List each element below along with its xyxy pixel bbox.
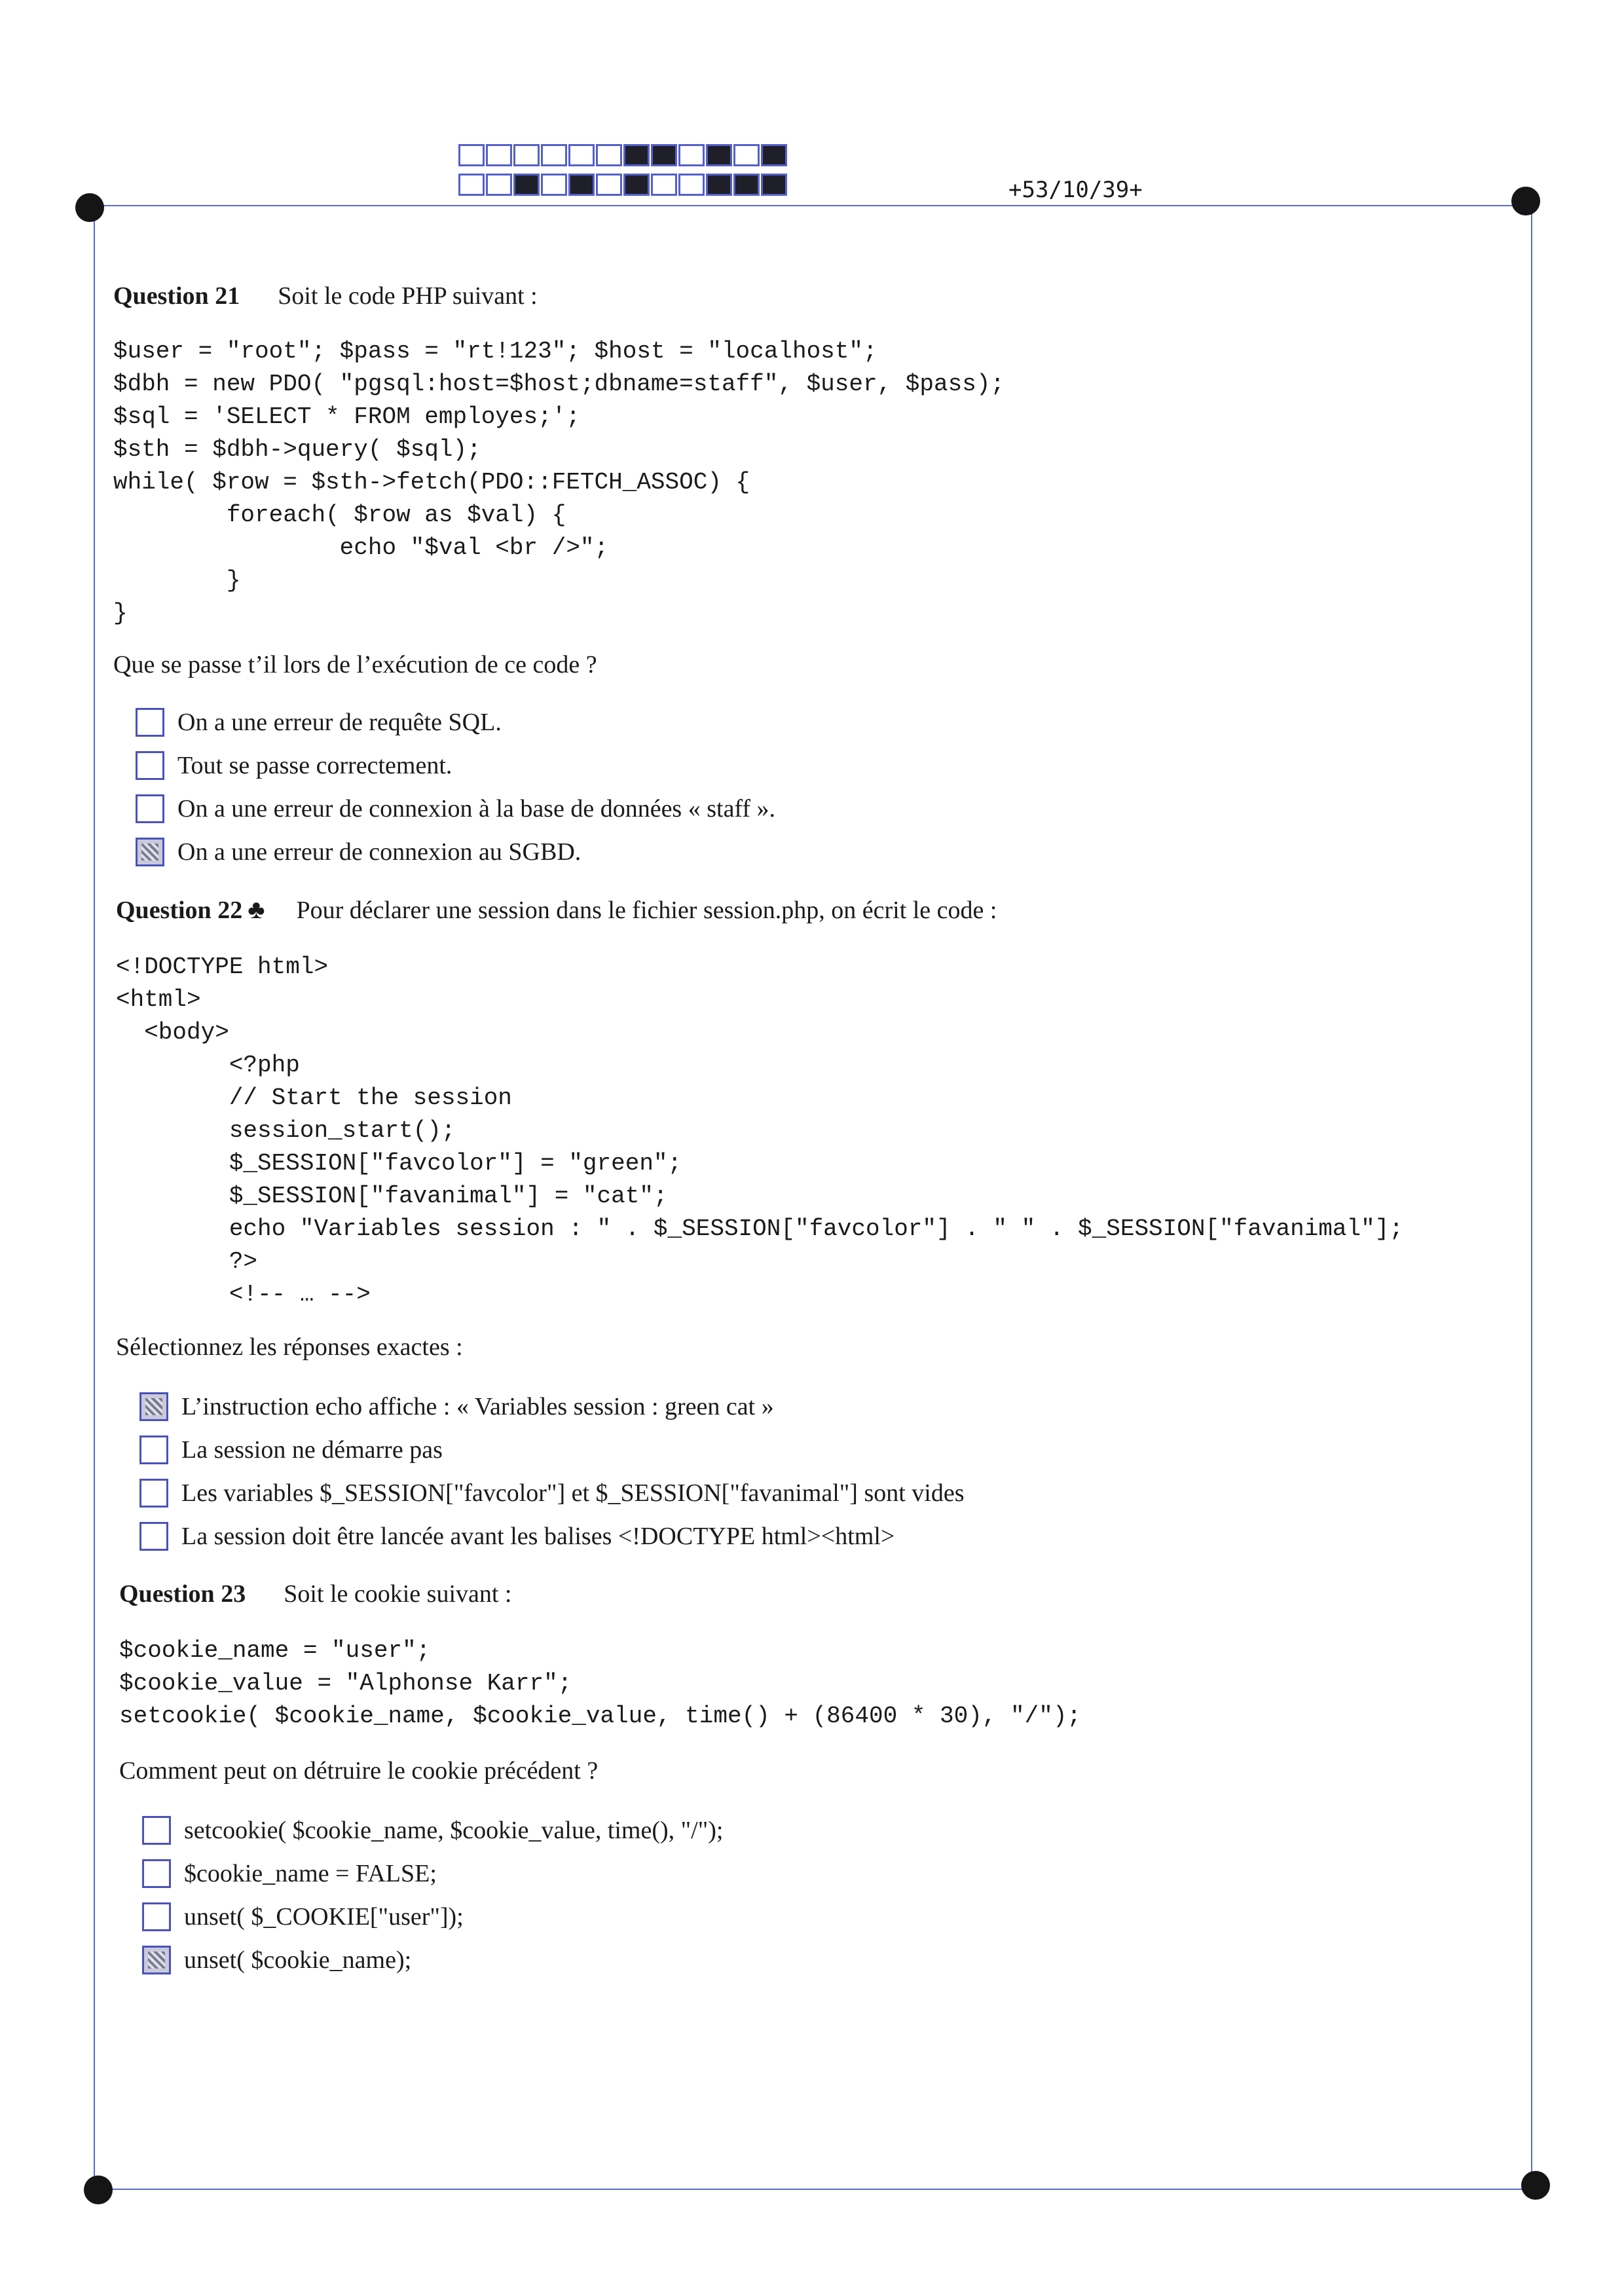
checkbox[interactable] <box>136 794 164 823</box>
corner-marker-top-right <box>1511 187 1540 215</box>
question-22-prompt: Sélectionnez les réponses exactes : <box>116 1333 463 1361</box>
checkbox[interactable] <box>142 1946 171 1974</box>
question-22-title: Question 22 <box>116 897 243 924</box>
page-id-code-row-2 <box>458 174 787 196</box>
question-23-title: Question 23 <box>119 1580 246 1608</box>
answer-option[interactable] <box>136 701 775 744</box>
question-23-text: Soit le cookie suivant : <box>284 1580 512 1608</box>
question-21-answers <box>136 701 775 874</box>
answer-option[interactable] <box>142 1938 723 1982</box>
checkbox[interactable] <box>142 1859 171 1888</box>
question-23-prompt: Comment peut on détruire le cookie précédent ? <box>119 1757 599 1785</box>
frame-right-line <box>1531 205 1532 2189</box>
frame-top-line <box>90 205 1526 206</box>
code-cell <box>651 174 677 196</box>
code-cell <box>678 174 705 196</box>
answer-option[interactable] <box>139 1385 965 1428</box>
corner-marker-bottom-left <box>84 2176 113 2204</box>
code-cell <box>706 174 732 196</box>
checkbox[interactable] <box>139 1392 168 1421</box>
frame-left-line <box>94 205 95 2189</box>
answer-option[interactable] <box>136 830 775 874</box>
answer-label: $cookie_name = FALSE; <box>184 1860 437 1887</box>
code-cell <box>458 174 485 196</box>
question-22-answers <box>139 1385 965 1558</box>
checkbox[interactable] <box>139 1522 168 1551</box>
question-23-code: $cookie_name = "user"; $cookie_value = "Alphonse Karr"; setcookie( $cookie_name, $cookie_value, time() + (86400 * 30), "/"); <box>119 1637 1082 1730</box>
corner-marker-top-left <box>75 193 104 222</box>
answer-option[interactable] <box>136 787 775 830</box>
question-21-title: Question 21 <box>113 282 240 310</box>
answer-option[interactable] <box>139 1515 965 1558</box>
answer-label: La session ne démarre pas <box>181 1436 443 1464</box>
code-cell <box>761 144 787 166</box>
question-22-header <box>116 894 997 925</box>
code-cell <box>596 174 622 196</box>
checkbox[interactable] <box>136 838 164 866</box>
question-23-answers <box>142 1809 723 1982</box>
answer-label: La session doit être lancée avant les balises <!DOCTYPE html><html> <box>181 1523 895 1550</box>
code-cell <box>733 144 760 166</box>
code-cell <box>513 144 540 166</box>
checkbox[interactable] <box>142 1816 171 1845</box>
checkbox[interactable] <box>142 1902 171 1931</box>
answer-label: unset( $cookie_name); <box>184 1946 412 1974</box>
code-cell <box>678 144 705 166</box>
corner-marker-bottom-right <box>1521 2171 1550 2200</box>
code-cell <box>568 174 595 196</box>
club-icon: ♣ <box>248 895 265 924</box>
checkbox[interactable] <box>136 751 164 780</box>
question-23-header <box>119 1580 512 1608</box>
answer-option[interactable] <box>139 1428 965 1472</box>
answer-label: Les variables $_SESSION["favcolor"] et $_SESSION["favanimal"] sont vides <box>181 1479 965 1507</box>
checkbox[interactable] <box>139 1479 168 1508</box>
answer-label: On a une erreur de connexion à la base de données « staff ». <box>177 795 776 823</box>
code-cell <box>623 174 650 196</box>
question-21-prompt: Que se passe t’il lors de l’exécution de ce code ? <box>113 651 597 678</box>
code-cell <box>541 144 567 166</box>
question-21-code: $user = "root"; $pass = "rt!123"; $host = "localhost"; $dbh = new PDO( "pgsql:host=$host;dbname=staff", $user, $pass); $sql = 'SELECT * FROM employes;'; $sth = $dbh->query( $sql); while( $row = $sth->fetch(PDO::FETCH_ASSOC) { foreach( $row as $val) { echo "$val <br />"; } } <box>113 338 1005 627</box>
answer-label: On a une erreur de requête SQL. <box>177 709 502 736</box>
code-cell <box>596 144 622 166</box>
checkbox[interactable] <box>139 1435 168 1464</box>
code-cell <box>623 144 650 166</box>
code-cell <box>486 144 512 166</box>
checkbox[interactable] <box>136 708 164 737</box>
question-21-header <box>113 282 538 310</box>
answer-option[interactable] <box>142 1852 723 1895</box>
question-22-code: <!DOCTYPE html> <html> <body> <?php // Start the session session_start(); $_SESSION["favcolor"] = "green"; $_SESSION["favanimal"] = "cat"; echo "Variables session : " . $_SESSION["favcolor"] . " " . $_SESSION["favanimal"]; ?> <!-- … --> <box>116 954 1403 1308</box>
code-cell <box>706 144 732 166</box>
frame-bottom-line <box>98 2189 1534 2190</box>
answer-option[interactable] <box>136 744 775 787</box>
answer-label: setcookie( $cookie_name, $cookie_value, time(), "/"); <box>184 1817 724 1844</box>
page-id-label: +53/10/39+ <box>1008 177 1143 203</box>
answer-label: On a une erreur de connexion au SGBD. <box>177 838 581 866</box>
page-id-code-row-1 <box>458 144 787 166</box>
code-cell <box>513 174 540 196</box>
question-21-text: Soit le code PHP suivant : <box>278 282 538 310</box>
code-cell <box>733 174 760 196</box>
answer-option[interactable] <box>142 1895 723 1938</box>
code-cell <box>486 174 512 196</box>
code-cell <box>761 174 787 196</box>
answer-option[interactable] <box>139 1472 965 1515</box>
code-cell <box>651 144 677 166</box>
code-cell <box>541 174 567 196</box>
answer-label: Tout se passe correctement. <box>177 752 452 779</box>
answer-label: L’instruction echo affiche : « Variables session : green cat » <box>181 1393 774 1420</box>
code-cell <box>458 144 485 166</box>
question-22-text: Pour déclarer une session dans le fichier session.php, on écrit le code : <box>296 897 997 924</box>
answer-option[interactable] <box>142 1809 723 1852</box>
code-cell <box>568 144 595 166</box>
answer-label: unset( $_COOKIE["user"]); <box>184 1903 464 1931</box>
